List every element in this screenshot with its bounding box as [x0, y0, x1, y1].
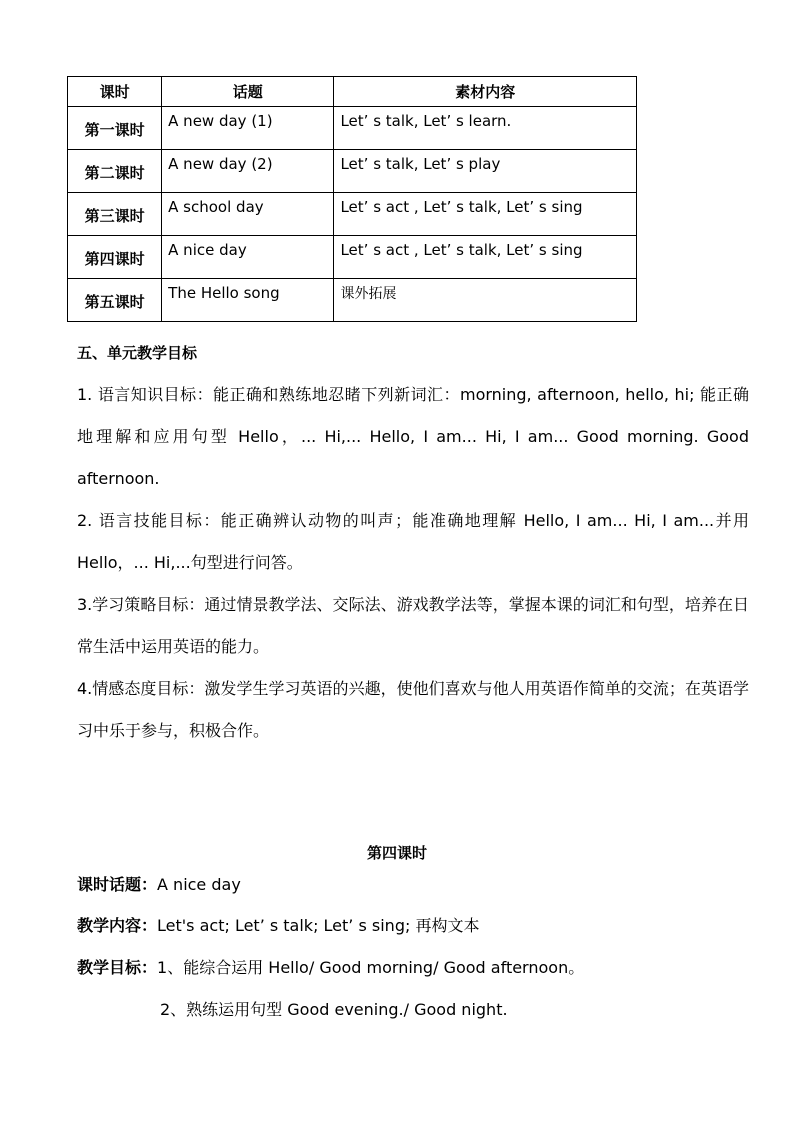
lesson-cell: 第三课时 [68, 193, 162, 236]
lesson-goal-1: 1、能综合运用 Hello/ Good morning/ Good afternoon。 [157, 958, 585, 977]
table-row [68, 193, 637, 236]
table-header-row [68, 77, 637, 107]
objective-language-knowledge: 1. 语言知识目标：能正确和熟练地忍睹下列新词汇：morning, afternoon, hello, hi; 能正确地理解和应用句型 Hello，... Hi,... Hello, I am... Hi, I am... Good morning. Good afternoon. [77, 385, 749, 488]
lesson-goals-line [77, 956, 584, 980]
header-topic: 话题 [162, 77, 334, 107]
lesson-goal-2: 2、熟练运用句型 Good evening./ Good night. [160, 1000, 508, 1019]
table-row [68, 279, 637, 322]
lesson-cell: 第四课时 [68, 236, 162, 279]
lesson-topic-line [77, 873, 241, 897]
lesson-topic-value: A nice day [157, 875, 241, 894]
table-row [68, 150, 637, 193]
objective-emotional-attitude: 4.情感态度目标：激发学生学习英语的兴趣，使他们喜欢与他人用英语作简单的交流；在英语学习中乐于参与，积极合作。 [77, 679, 749, 740]
topic-cell: A new day (1) [162, 107, 334, 150]
lesson-schedule-table [67, 76, 637, 322]
header-lesson: 课时 [68, 77, 162, 107]
topic-cell: A new day (2) [162, 150, 334, 193]
lesson-topic-label: 课时话题： [77, 875, 158, 894]
lesson-cell: 第一课时 [68, 107, 162, 150]
objective-learning-strategy: 3.学习策略目标：通过情景教学法、交际法、游戏教学法等，掌握本课的词汇和句型，培养在日常生活中运用英语的能力。 [77, 595, 749, 656]
header-content: 素材内容 [334, 77, 637, 107]
lesson-content-value: Let's act; Let’ s talk; Let’ s sing; 再构文本 [157, 916, 480, 935]
table-row [68, 236, 637, 279]
objectives-list [77, 374, 749, 752]
lesson-cell: 第二课时 [68, 150, 162, 193]
lesson-content-label: 教学内容： [77, 916, 158, 935]
lesson-cell: 第五课时 [68, 279, 162, 322]
topic-cell: The Hello song [162, 279, 334, 322]
topic-cell: A nice day [162, 236, 334, 279]
content-cell: Let’ s talk, Let’ s learn. [334, 107, 637, 150]
section-heading: 五、单元教学目标 [77, 344, 198, 362]
content-cell: 课外拓展 [334, 279, 637, 322]
content-cell: Let’ s act , Let’ s talk, Let’ s sing [334, 193, 637, 236]
content-cell: Let’ s talk, Let’ s play [334, 150, 637, 193]
topic-cell: A school day [162, 193, 334, 236]
content-cell: Let’ s act , Let’ s talk, Let’ s sing [334, 236, 637, 279]
lesson-goals-label: 教学目标： [77, 958, 158, 977]
lesson-four-title: 第四课时 [366, 844, 427, 862]
objective-language-skills: 2. 语言技能目标：能正确辨认动物的叫声；能准确地理解 Hello, I am... Hi, I am...并用 Hello，... Hi,...句型进行问答。 [77, 511, 749, 572]
lesson-content-line [77, 914, 479, 938]
table-row [68, 107, 637, 150]
